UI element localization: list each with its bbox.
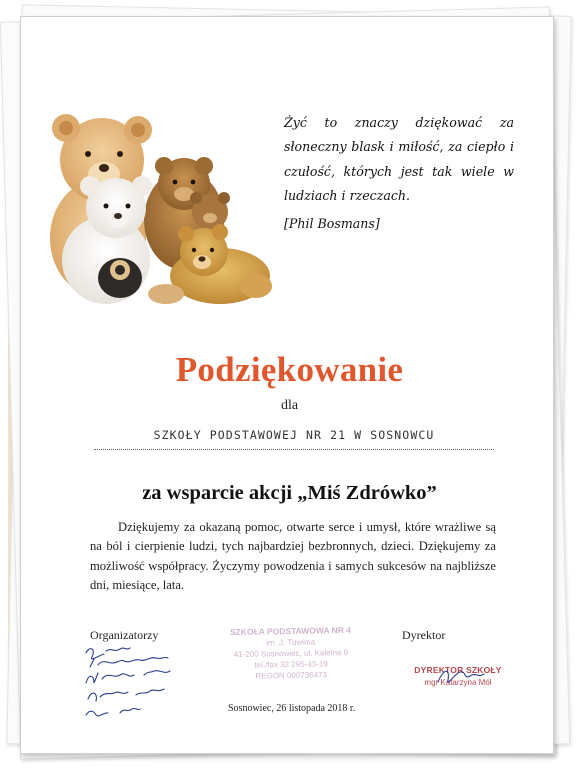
campaign-subtitle: za wsparcie akcji „Miś Zdrówko”: [142, 482, 437, 504]
director-stamp-title: DYREKTOR SZKOŁY: [414, 665, 502, 675]
quote-block: [284, 111, 514, 236]
recipient-name: SZKOŁY PODSTAWOWEJ NR 21 W SOSNOWCU: [153, 428, 435, 442]
document-title: Podziękowanie: [175, 350, 404, 389]
organizer-signatures: [80, 641, 210, 723]
teddy-bears-illustration: [44, 110, 276, 306]
recipient-dotted-line: [94, 449, 494, 450]
school-stamp-line: im. J. Tuwima: [266, 637, 316, 648]
school-stamp-line: SZKOŁA PODSTAWOWA NR 4: [229, 624, 352, 638]
for-word: dla: [280, 398, 299, 413]
quote-author: [Phil Bosmans]: [284, 216, 380, 232]
thanks-paragraph: Dziękujemy za okazaną pomoc, otwarte serce i umysł, które wrażliwe są na ból i cierpienie ludzi, tych najbardziej bezbronnych, dzieci. Dziękujemy za możliwość współpracy. Życzymy powodzenia i samych sukcesów na najbliższe dni, miesiące, lata.: [90, 520, 496, 593]
school-stamp-line: 41-200 Sosnowiec, ul. Kalelna 9: [233, 648, 349, 659]
place-and-date: Sosnowiec, 26 listopada 2018 r.: [228, 703, 356, 714]
school-stamp: [225, 625, 356, 697]
thanks-body: [90, 518, 496, 596]
director-label: Dyrektor: [402, 628, 446, 642]
organizers-label: Organizatorzy: [90, 628, 159, 642]
quote-text: Żyć to znaczy dziękować za słoneczny blask i miłość, za ciepło i czułość, których jest tak wiele w ludziach i rzeczach.: [284, 115, 514, 203]
director-stamp-name: mgr Katarzyna Mól: [424, 678, 492, 687]
director-signature: [432, 664, 492, 690]
school-stamp-line: REGON 000736473: [255, 670, 328, 681]
school-stamp-line: tel./fax 32 295-43-19: [254, 659, 328, 670]
